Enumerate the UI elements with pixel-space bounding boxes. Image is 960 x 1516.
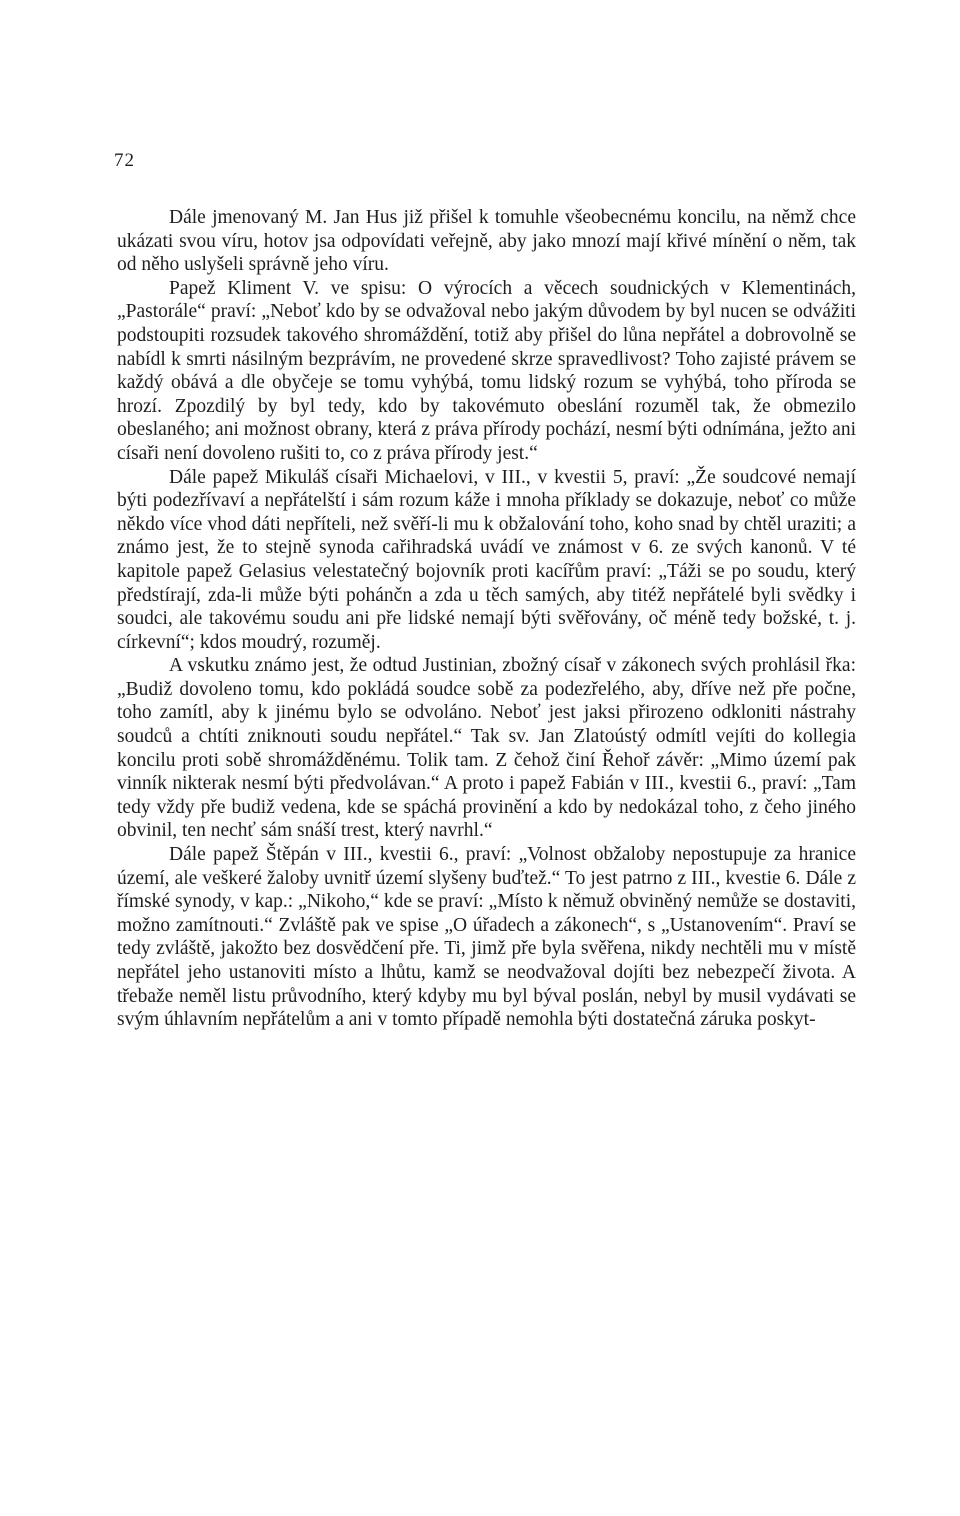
paragraph-5: Dále papež Štěpán v III., kvestii 6., praví: „Volnost obžaloby nepostupuje za hranice území, ale veškeré žaloby uvnitř území slyšeny buďtež.“ To jest patrno z III., kvestie 6. Dále z římské synody, v kap.: „Nikoho,“ kde se praví: „Místo k němuž obviněný nemůže se dostaviti, možno zamítnouti.“ Zvláště pak ve spise „O úřadech a zákonech“, s „Ustanovením“. Praví se tedy zvláště, jakožto bez dosvědčení pře. Ti, jimž pře byla svěřena, nikdy nechtěli mu v místě nepřátel jeho ustanoviti místo a lhůtu, kamž se neodvažoval dojíti bez nebezpečí života. A třebaže neměl listu průvodního, který kdyby mu byl býval poslán, nebyl by musil vydávati se svým úhlavním nepřátelům a ani v tomto případě nemohla býti dostatečná záruka poskyt-	[117, 844, 856, 1031]
page-number: 72	[114, 150, 135, 171]
paragraph-4: A vskutku známo jest, že odtud Justinian, zbožný císař v zákonech svých prohlásil řka: „Budiž dovoleno tomu, kdo pokládá soudce sobě za podezřelého, aby, dříve než pře počne, toho zamítl, aby k jinému bylo se odvoláno. Neboť jest jaksi přirozeno odkloniti nástrahy soudců a chtíti zniknouti soudu nepřátel.“ Tak sv. Jan Zlatoústý odmítl vejíti do kollegia koncilu proti sobě shromážděnému. Tolik tam. Z čehož činí Řehoř závěr: „Mimo území pak vinník nikterak nesmí býti předvolávan.“ A proto i papež Fabián v III., kvestii 6., praví: „Tam tedy vždy pře budiž vedena, kde se spáchá provinění a kdo by nedokázal toho, z čeho jiného obvinil, ten nechť sám snáší trest, který navrhl.“	[117, 655, 856, 842]
body-text	[117, 206, 856, 1032]
paragraph-1: Dále jmenovaný M. Jan Hus již přišel k tomuhle všeobecnému koncilu, na němž chce ukázati svou víru, hotov jsa odpovídati veřejně, aby jako mnozí mají křivé mínění o něm, tak od něho uslyšeli správně jeho víru.	[117, 207, 856, 276]
paragraph-3: Dále papež Mikuláš císaři Michaelovi, v III., v kvestii 5, praví: „Že soudcové nemají býti podezřívaví a nepřátelští i sám rozum káže i mnoha příklady se dokazuje, neboť co může někdo více vhod dáti nepříteli, než svěří-li mu k obžalování toho, koho snad by chtěl uraziti; a známo jest, že to stejně synoda cařihradská uvádí ve známost v 6. ze svých kanonů. V té kapitole papež Gelasius velestatečný bojovník proti kacířům praví: „Táži se po soudu, který předstírají, zda-li může býti pohánčn a zda u těch samých, aby titéž nepřátelé byli svědky i soudci, ale takovému soudu ani pře lidské nemají býti svěřovány, oč méně tedy božské, t. j. církevní“; kdos moudrý, rozuměj.	[117, 466, 856, 653]
paragraph-2: Papež Kliment V. ve spisu: O výrocích a věcech soudnických v Klementinách, „Pastorále“ praví: „Neboť kdo by se odvažoval nebo jakým důvodem by byl nucen se odvážiti podstoupiti rozsudek takového shromáždění, totiž aby přišel do lůna nepřátel a dobrovolně se nabídl k smrti násilným bezprávím, ne provedené skrze spravedlivost? Toho zajisté právem se každý obává a dle obyčeje se tomu vyhýbá, tomu lidský rozum se vyhýbá, toho příroda se hrozí. Zpozdilý by byl tedy, kdo by takovémuto obeslání rozuměl tak, že obmezilo obeslaného; ani možnost obrany, která z práva přírody pochází, nesmí býti odnímána, ježto ani císaři není dovoleno rušiti to, co z práva přírody jest.“	[117, 277, 856, 464]
